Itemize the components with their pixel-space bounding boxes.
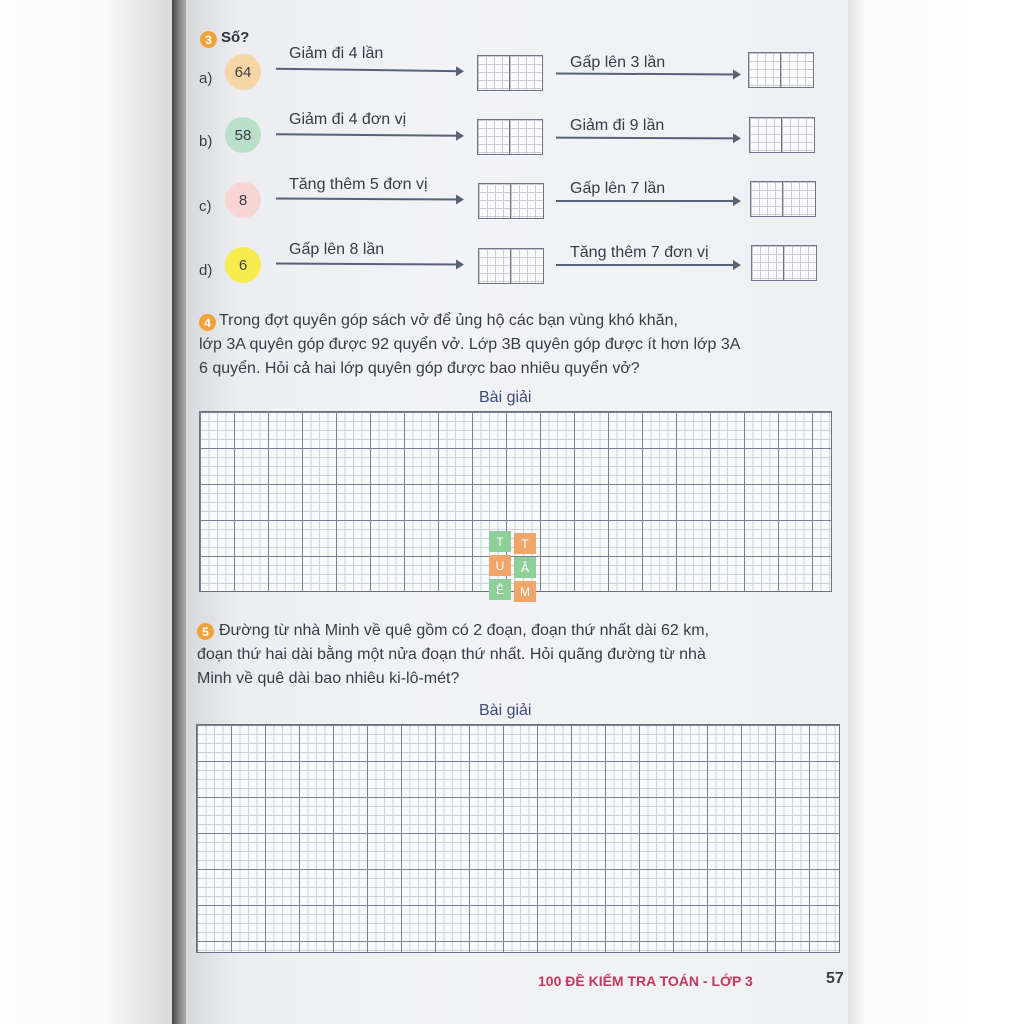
watermark-cell-5: Ê [489, 579, 511, 600]
row-d-answer-box-1[interactable] [478, 248, 544, 284]
row-b-answer-box-1[interactable] [477, 119, 543, 155]
question-5-badge: 5 [197, 623, 214, 640]
question-4-line-1: Trong đợt quyên góp sách vở để ủng hộ các bạn vùng khó khăn, [219, 312, 678, 329]
watermark-cell-3: U [489, 555, 511, 576]
question-5-solution-heading: Bài giải [479, 702, 532, 719]
row-d-letter: d) [199, 262, 213, 279]
row-b-operation-2: Giảm đi 9 lần [570, 117, 665, 134]
watermark-cell-2: T [514, 533, 536, 554]
page-edge [848, 0, 1024, 1024]
row-d-operation-1: Gấp lên 8 lần [289, 241, 385, 258]
row-b-start-number: 58 [225, 117, 261, 153]
watermark-cell-4: Â [514, 557, 536, 578]
row-c-start-number: 8 [225, 182, 261, 218]
row-a-operation-1: Giảm đi 4 lần [289, 45, 384, 62]
row-c-answer-box-1[interactable] [478, 183, 544, 219]
question-3-title: Số? [221, 29, 250, 46]
watermark-cell-1: T [489, 531, 511, 552]
question-5-line-3: Minh về quê dài bao nhiêu ki-lô-mét? [197, 670, 460, 687]
book-spine-area [0, 0, 172, 1024]
question-5-line-2: đoạn thứ hai dài bằng một nửa đoạn thứ nhất. Hỏi quãng đường từ nhà [197, 646, 706, 663]
question-3-badge: 3 [200, 31, 217, 48]
question-4-line-3: 6 quyển. Hỏi cả hai lớp quyên góp được bao nhiêu quyển vở? [199, 360, 640, 377]
question-4-solution-heading: Bài giải [479, 389, 532, 406]
row-a-start-number: 64 [225, 54, 261, 90]
question-5-answer-grid[interactable] [196, 724, 840, 953]
row-b-answer-box-2[interactable] [749, 117, 815, 153]
row-b-letter: b) [199, 133, 213, 150]
row-d-start-number: 6 [225, 247, 261, 283]
row-a-letter: a) [199, 70, 213, 87]
row-c-answer-box-2[interactable] [750, 181, 816, 217]
row-d-operation-2: Tăng thêm 7 đơn vị [570, 244, 709, 261]
question-4-badge: 4 [199, 314, 216, 331]
row-a-answer-box-2[interactable] [748, 52, 814, 88]
row-a-operation-2: Gấp lên 3 lần [570, 54, 666, 71]
row-c-letter: c) [199, 198, 212, 215]
row-c-operation-2: Gấp lên 7 lần [570, 180, 666, 197]
row-c-arrow-2 [556, 200, 739, 202]
page-number: 57 [826, 970, 844, 987]
question-4-line-2: lớp 3A quyên góp được 92 quyển vở. Lớp 3B quyên góp được ít hơn lớp 3A [199, 336, 741, 353]
row-b-operation-1: Giảm đi 4 đơn vị [289, 111, 407, 128]
book-title-footer: 100 ĐỀ KIỂM TRA TOÁN - LỚP 3 [538, 973, 753, 989]
row-a-answer-box-1[interactable] [477, 55, 543, 91]
watermark-cell-6: M [514, 581, 536, 602]
row-c-operation-1: Tăng thêm 5 đơn vị [289, 176, 428, 193]
row-d-arrow-2 [556, 264, 739, 266]
question-5-line-1: Đường từ nhà Minh về quê gồm có 2 đoạn, đoạn thứ nhất dài 62 km, [219, 622, 710, 639]
row-d-answer-box-2[interactable] [751, 245, 817, 281]
